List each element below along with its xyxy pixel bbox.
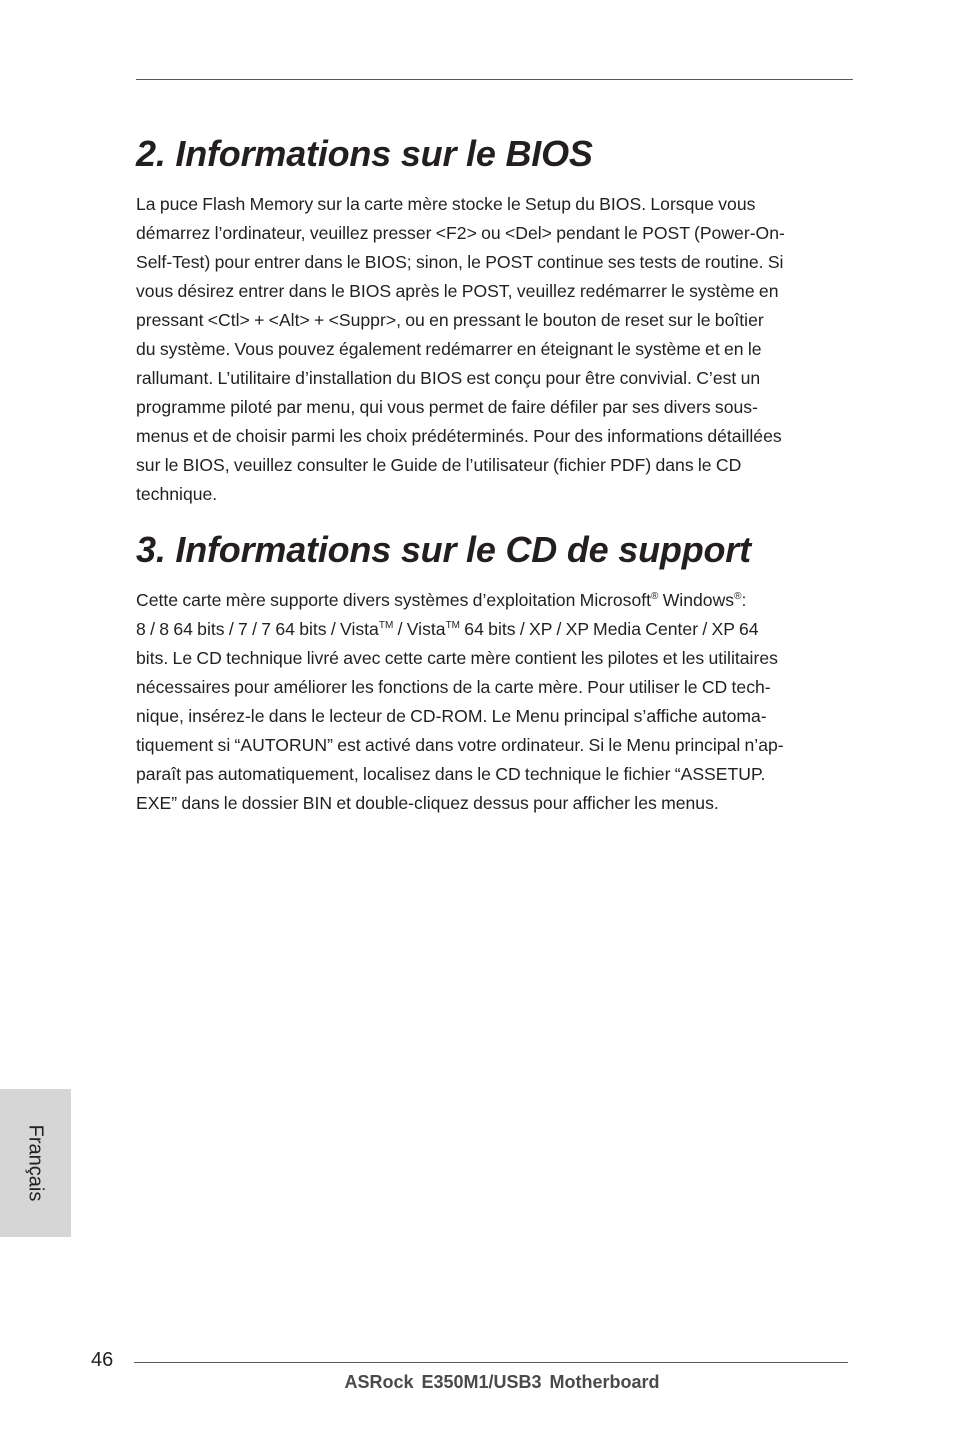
section-title-support-cd: 3. Informations sur le CD de support	[136, 529, 751, 570]
paragraph-line: démarrez l’ordinateur, veuillez presser <F2> ou <Del> pendant le POST (Power-On-	[136, 223, 785, 243]
section-bios-info	[136, 132, 854, 509]
paragraph-line: Self-Test) pour entrer dans le BIOS; sinon, le POST continue ses tests de routine. Si	[136, 252, 784, 272]
paragraph-line: nique, insérez-le dans le lecteur de CD-ROM. Le Menu principal s’affiche automa-	[136, 706, 767, 726]
paragraph-line	[136, 615, 854, 644]
text-run: / Vista	[393, 619, 446, 639]
header-rule	[136, 79, 853, 80]
footer-rule	[134, 1362, 848, 1363]
paragraph-line: nécessaires pour améliorer les fonctions de la carte mère. Pour utiliser le CD tech-	[136, 677, 771, 697]
paragraph-line: La puce Flash Memory sur la carte mère stocke le Setup du BIOS. Lorsque vous	[136, 194, 756, 214]
paragraph-line: tiquement si “AUTORUN” est activé dans votre ordinateur. Si le Menu principal n’ap-	[136, 735, 784, 755]
language-side-tab	[0, 1089, 71, 1237]
text-run: 8 / 8 64 bits / 7 / 7 64 bits / Vista	[136, 619, 379, 639]
paragraph-line: paraît pas automatiquement, localisez dans le CD technique le fichier “ASSETUP.	[136, 764, 766, 784]
trademark-mark: TM	[445, 620, 461, 631]
paragraph-line: EXE” dans le dossier BIN et double-cliquez dessus pour afficher les menus.	[136, 793, 719, 813]
paragraph-line: vous désirez entrer dans le BIOS après le POST, veuillez redémarrer le système en	[136, 281, 779, 301]
section-title-bios: 2. Informations sur le BIOS	[136, 133, 593, 174]
registered-mark: ®	[734, 591, 742, 602]
paragraph-line: bits. Le CD technique livré avec cette carte mère contient les pilotes et les utilitaires	[136, 648, 778, 668]
paragraph-line: du système. Vous pouvez également redémarrer en éteignant le système et en le	[136, 339, 762, 359]
registered-mark: ®	[651, 591, 659, 602]
bios-paragraph	[136, 190, 854, 509]
paragraph-line: rallumant. L’utilitaire d’installation du BIOS est conçu pour être convivial. C’est un	[136, 368, 761, 388]
trademark-mark: TM	[378, 620, 394, 631]
text-run: Windows	[658, 590, 735, 610]
paragraph-line	[136, 586, 854, 615]
footer-product-name: ASRock E350M1/USB3 Motherboard	[344, 1372, 660, 1392]
paragraph-line: menus et de choisir parmi les choix prédéterminés. Pour des informations détaillées	[136, 426, 782, 446]
paragraph-line: technique.	[136, 484, 218, 504]
text-run: :	[741, 590, 747, 610]
language-label: Français	[24, 1124, 47, 1202]
page-number: 46	[91, 1349, 114, 1371]
paragraph-line: programme piloté par menu, qui vous permet de faire défiler par ses divers sous-	[136, 397, 758, 417]
paragraph-line: sur le BIOS, veuillez consulter le Guide de l’utilisateur (fichier PDF) dans le CD	[136, 455, 742, 475]
text-run: 64 bits / XP / XP Media Center / XP 64	[460, 619, 759, 639]
support-cd-paragraph	[136, 586, 854, 818]
text-run: Cette carte mère supporte divers systèmes d’exploitation Microsoft	[136, 590, 652, 610]
paragraph-line: pressant <Ctl> + <Alt> + <Suppr>, ou en pressant le bouton de reset sur le boîtier	[136, 310, 764, 330]
section-support-cd	[136, 528, 854, 818]
